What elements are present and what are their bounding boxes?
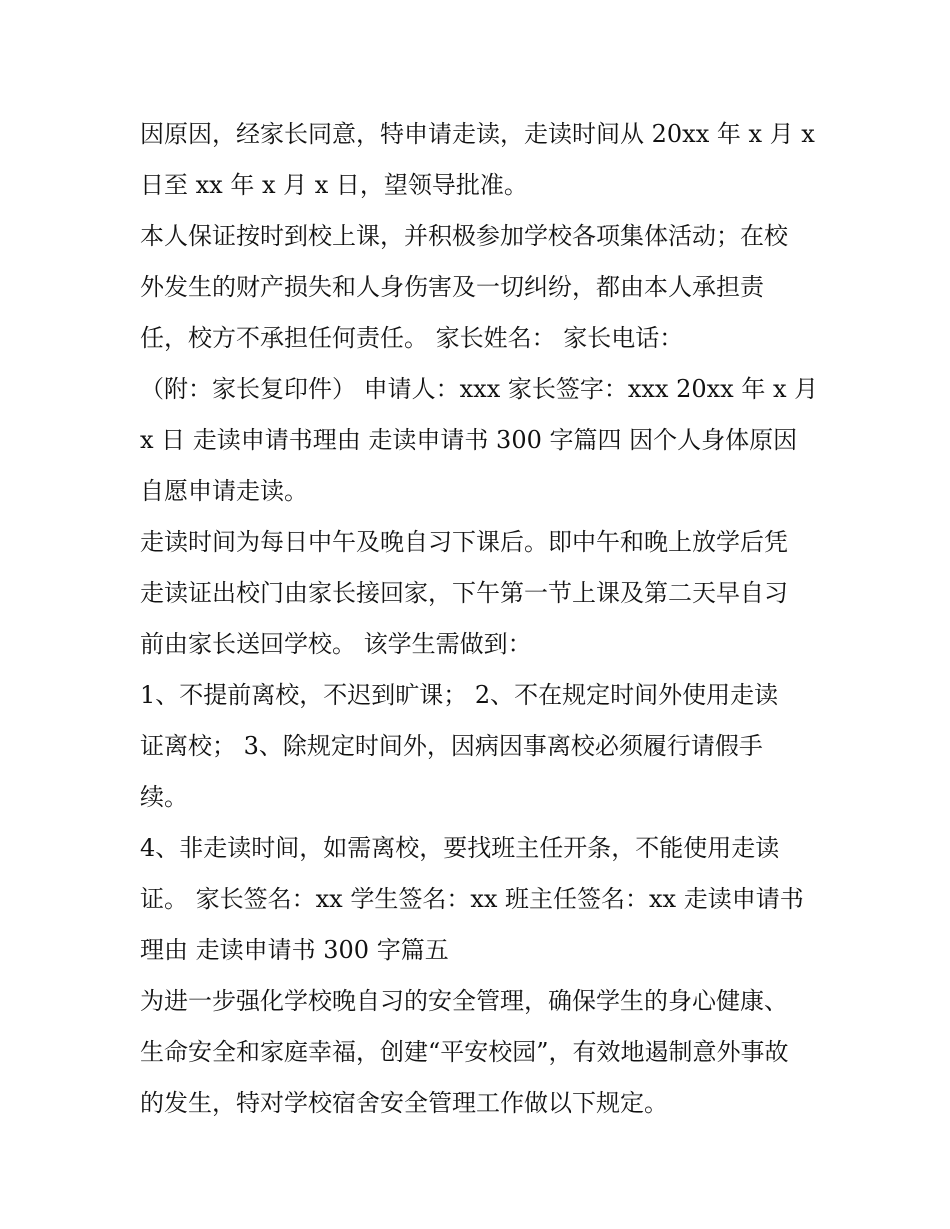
text-line-18: 为进一步强化学校晚自习的安全管理，确保学生的身心健康、 (140, 987, 788, 1015)
text-line-4: 外发生的财产损失和人身伤害及一切纠纷，都由本人承担责 (140, 273, 764, 301)
text-line-1: 因原因，经家长同意，特申请走读，走读时间从 20xx 年 x 月 x (140, 120, 815, 148)
text-line-14: 续。 (140, 783, 188, 811)
text-line-20: 的发生，特对学校宿舍安全管理工作做以下规定。 (140, 1089, 668, 1117)
text-line-6: （附：家长复印件） 申请人：xxx 家长签字：xxx 20xx 年 x 月 (140, 375, 819, 403)
text-line-15: 4、非走读时间，如需离校，要找班主任开条，不能使用走读 (140, 834, 780, 862)
text-line-7: x 日 走读申请书理由 走读申请书 300 字篇四 因个人身体原因 (140, 426, 798, 454)
text-line-11: 前由家长送回学校。 该学生需做到： (140, 630, 532, 658)
text-line-2: 日至 xx 年 x 月 x 日，望领导批准。 (140, 171, 528, 199)
text-line-10: 走读证出校门由家长接回家，下午第一节上课及第二天早自习 (140, 579, 788, 607)
text-line-5: 任，校方不承担任何责任。 家长姓名： 家长电话： (140, 324, 684, 352)
text-line-16: 证。 家长签名：xx 学生签名：xx 班主任签名：xx 走读申请书 (140, 885, 804, 913)
text-line-12: 1、不提前离校，不迟到旷课； 2、不在规定时间外使用走读 (140, 681, 779, 709)
text-line-13: 证离校； 3、除规定时间外，因病因事离校必须履行请假手 (140, 732, 763, 760)
text-line-19: 生命安全和家庭幸福，创建“平安校园”，有效地遏制意外事故 (140, 1038, 789, 1066)
document-body (140, 109, 830, 1129)
text-line-3: 本人保证按时到校上课，并积极参加学校各项集体活动；在校 (140, 222, 788, 250)
text-line-8: 自愿申请走读。 (140, 477, 308, 505)
text-line-9: 走读时间为每日中午及晚自习下课后。即中午和晚上放学后凭 (140, 528, 788, 556)
text-line-17: 理由 走读申请书 300 字篇五 (140, 936, 449, 964)
